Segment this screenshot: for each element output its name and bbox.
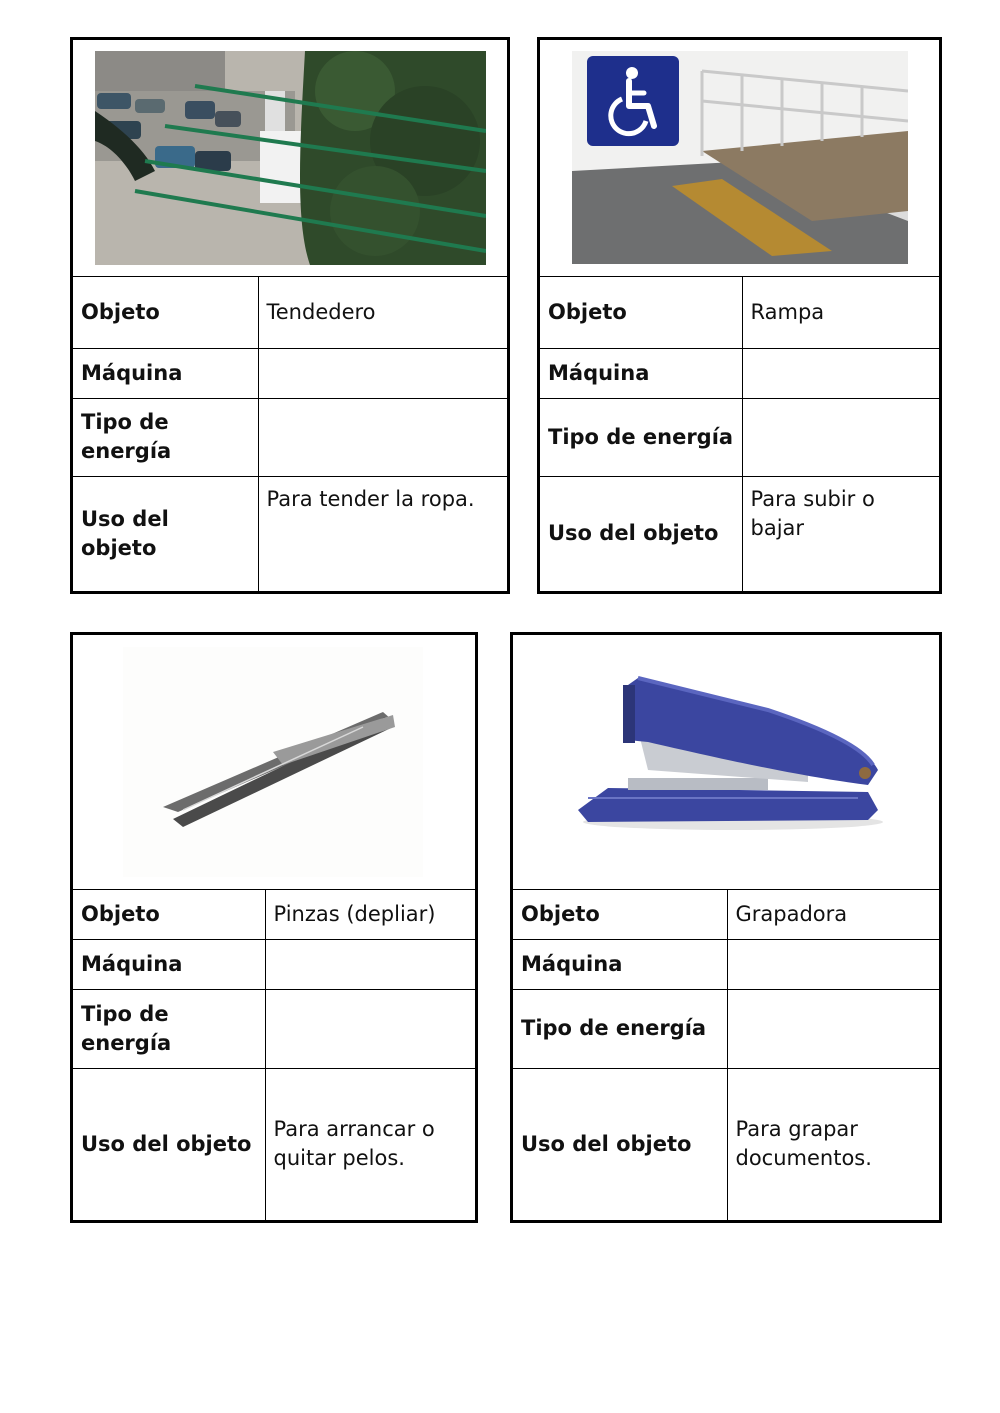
value-maquina[interactable] <box>727 939 939 989</box>
value-uso-del-objeto: Para subir o bajar <box>742 476 939 591</box>
tweezers-photo <box>73 635 475 890</box>
value-tipo-de-energia[interactable] <box>265 989 475 1068</box>
accessible-ramp-photo <box>540 40 939 277</box>
label-objeto: Objeto <box>540 277 742 348</box>
label-tipo-de-energia: Tipo de energía <box>73 989 265 1068</box>
card-grapadora <box>510 632 942 1223</box>
value-objeto: Pinzas (depliar) <box>265 890 475 939</box>
accessible-ramp-photo-icon <box>572 51 908 264</box>
value-objeto: Rampa <box>742 277 939 348</box>
clothesline-photo <box>73 40 507 277</box>
info-table <box>73 890 475 1220</box>
label-objeto: Objeto <box>73 277 258 348</box>
label-tipo-de-energia: Tipo de energía <box>513 989 727 1068</box>
label-objeto: Objeto <box>513 890 727 939</box>
card-rampa <box>537 37 942 594</box>
label-maquina: Máquina <box>73 348 258 398</box>
value-maquina[interactable] <box>742 348 939 398</box>
clothesline-photo-icon <box>95 51 486 265</box>
label-objeto: Objeto <box>73 890 265 939</box>
card-tendedero <box>70 37 510 594</box>
label-tipo-de-energia: Tipo de energía <box>540 398 742 476</box>
stapler-photo <box>513 635 939 890</box>
value-tipo-de-energia[interactable] <box>727 989 939 1068</box>
value-maquina[interactable] <box>258 348 507 398</box>
value-objeto: Grapadora <box>727 890 939 939</box>
label-uso-del-objeto: Uso del objeto <box>513 1068 727 1220</box>
info-table <box>73 277 507 591</box>
value-tipo-de-energia[interactable] <box>742 398 939 476</box>
value-tipo-de-energia[interactable] <box>258 398 507 476</box>
label-uso-del-objeto: Uso del objeto <box>540 476 742 591</box>
value-uso-del-objeto: Para grapar documentos. <box>727 1068 939 1220</box>
label-maquina: Máquina <box>73 939 265 989</box>
value-uso-del-objeto: Para arrancar o quitar pelos. <box>265 1068 475 1220</box>
label-uso-del-objeto: Uso del objeto <box>73 476 258 591</box>
value-objeto: Tendedero <box>258 277 507 348</box>
info-table <box>513 890 939 1220</box>
label-tipo-de-energia: Tipo de energía <box>73 398 258 476</box>
label-maquina: Máquina <box>540 348 742 398</box>
tweezers-photo-icon <box>123 647 423 877</box>
info-table <box>540 277 939 591</box>
value-maquina[interactable] <box>265 939 475 989</box>
stapler-photo-icon <box>568 670 888 840</box>
card-pinzas <box>70 632 478 1223</box>
label-maquina: Máquina <box>513 939 727 989</box>
label-uso-del-objeto: Uso del objeto <box>73 1068 265 1220</box>
value-uso-del-objeto: Para tender la ropa. <box>258 476 507 591</box>
